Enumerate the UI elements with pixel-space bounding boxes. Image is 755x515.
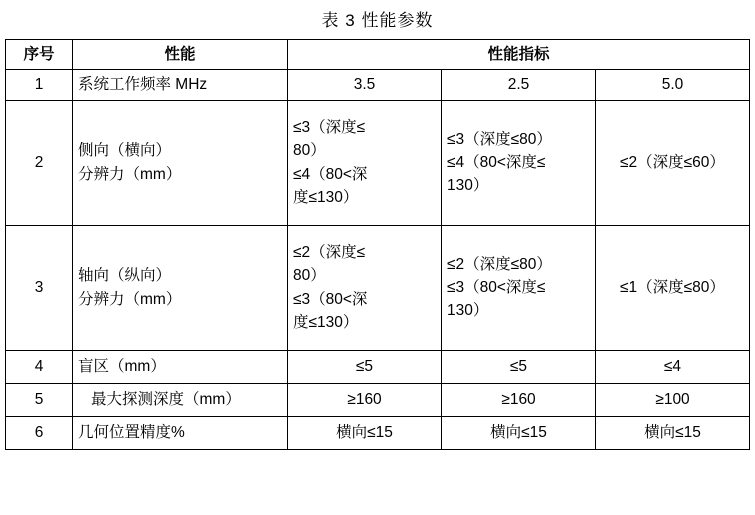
table-row — [6, 100, 750, 225]
cell-value-line: ≤3（深度≤ — [293, 119, 366, 136]
table-row — [6, 225, 750, 350]
cell-property-line: 侧向（横向） — [78, 142, 172, 160]
cell-value — [288, 225, 442, 350]
cell-no: 6 — [6, 416, 73, 449]
cell-value-line: ≤3（深度≤80） — [447, 130, 552, 148]
table-header-row — [6, 40, 750, 70]
cell-value: 横向≤15 — [442, 416, 596, 449]
cell-value-line: ≤2（深度≤80） — [447, 255, 552, 273]
table-row — [6, 383, 750, 416]
cell-value: 横向≤15 — [596, 416, 750, 449]
spec-table — [5, 39, 750, 450]
cell-no: 2 — [6, 100, 73, 225]
cell-value — [442, 225, 596, 350]
cell-value-line: 80） — [293, 142, 326, 160]
cell-no: 5 — [6, 383, 73, 416]
cell-value-line: ≤2（深度≤60） — [620, 153, 725, 171]
cell-value — [596, 225, 750, 350]
cell-value-line: ≤1（深度≤80） — [620, 278, 725, 296]
cell-value-line: 度≤130） — [293, 313, 359, 331]
cell-property: 盲区（mm） — [73, 350, 288, 383]
table-row — [6, 70, 750, 100]
cell-value-line: 度≤130） — [293, 188, 359, 206]
cell-value: ≥160 — [288, 383, 442, 416]
cell-value: 横向≤15 — [288, 416, 442, 449]
table-row — [6, 416, 750, 449]
cell-value: ≤5 — [288, 350, 442, 383]
cell-value-line: ≤3（80<深 — [293, 290, 368, 308]
cell-value: 5.0 — [596, 70, 750, 100]
table-row — [6, 350, 750, 383]
cell-value-line: ≤2（深度≤ — [293, 244, 366, 261]
cell-value-line: ≤3（80<深度≤ — [447, 278, 546, 296]
cell-value-line: ≤4（80<深度≤ — [447, 153, 546, 171]
cell-property — [73, 100, 288, 225]
cell-value — [288, 100, 442, 225]
header-cell-property: 性能 — [73, 40, 288, 70]
cell-property — [73, 225, 288, 350]
cell-value: 2.5 — [442, 70, 596, 100]
cell-value: 3.5 — [288, 70, 442, 100]
table-caption: 表 3 性能参数 — [321, 11, 434, 30]
cell-property: 系统工作频率 MHz — [73, 70, 288, 100]
cell-no: 4 — [6, 350, 73, 383]
cell-value: ≤5 — [442, 350, 596, 383]
cell-property: 几何位置精度% — [73, 416, 288, 449]
cell-value: ≥100 — [596, 383, 750, 416]
cell-value: ≤4 — [596, 350, 750, 383]
cell-no: 1 — [6, 70, 73, 100]
cell-value-line: 80） — [293, 267, 326, 285]
header-cell-no: 序号 — [6, 40, 73, 70]
cell-value: ≥160 — [442, 383, 596, 416]
cell-property-line: 分辨力（mm） — [78, 165, 182, 183]
cell-value — [596, 100, 750, 225]
cell-property-line: 分辨力（mm） — [78, 290, 182, 308]
cell-value-line: 130） — [447, 177, 489, 195]
cell-property: 最大探测深度（mm） — [73, 383, 288, 416]
cell-property-line: 轴向（纵向） — [78, 267, 172, 285]
cell-value-line: ≤4（80<深 — [293, 165, 368, 183]
cell-no: 3 — [6, 225, 73, 350]
cell-value-line: 130） — [447, 302, 489, 320]
header-cell-spec: 性能指标 — [288, 40, 750, 70]
cell-value — [442, 100, 596, 225]
